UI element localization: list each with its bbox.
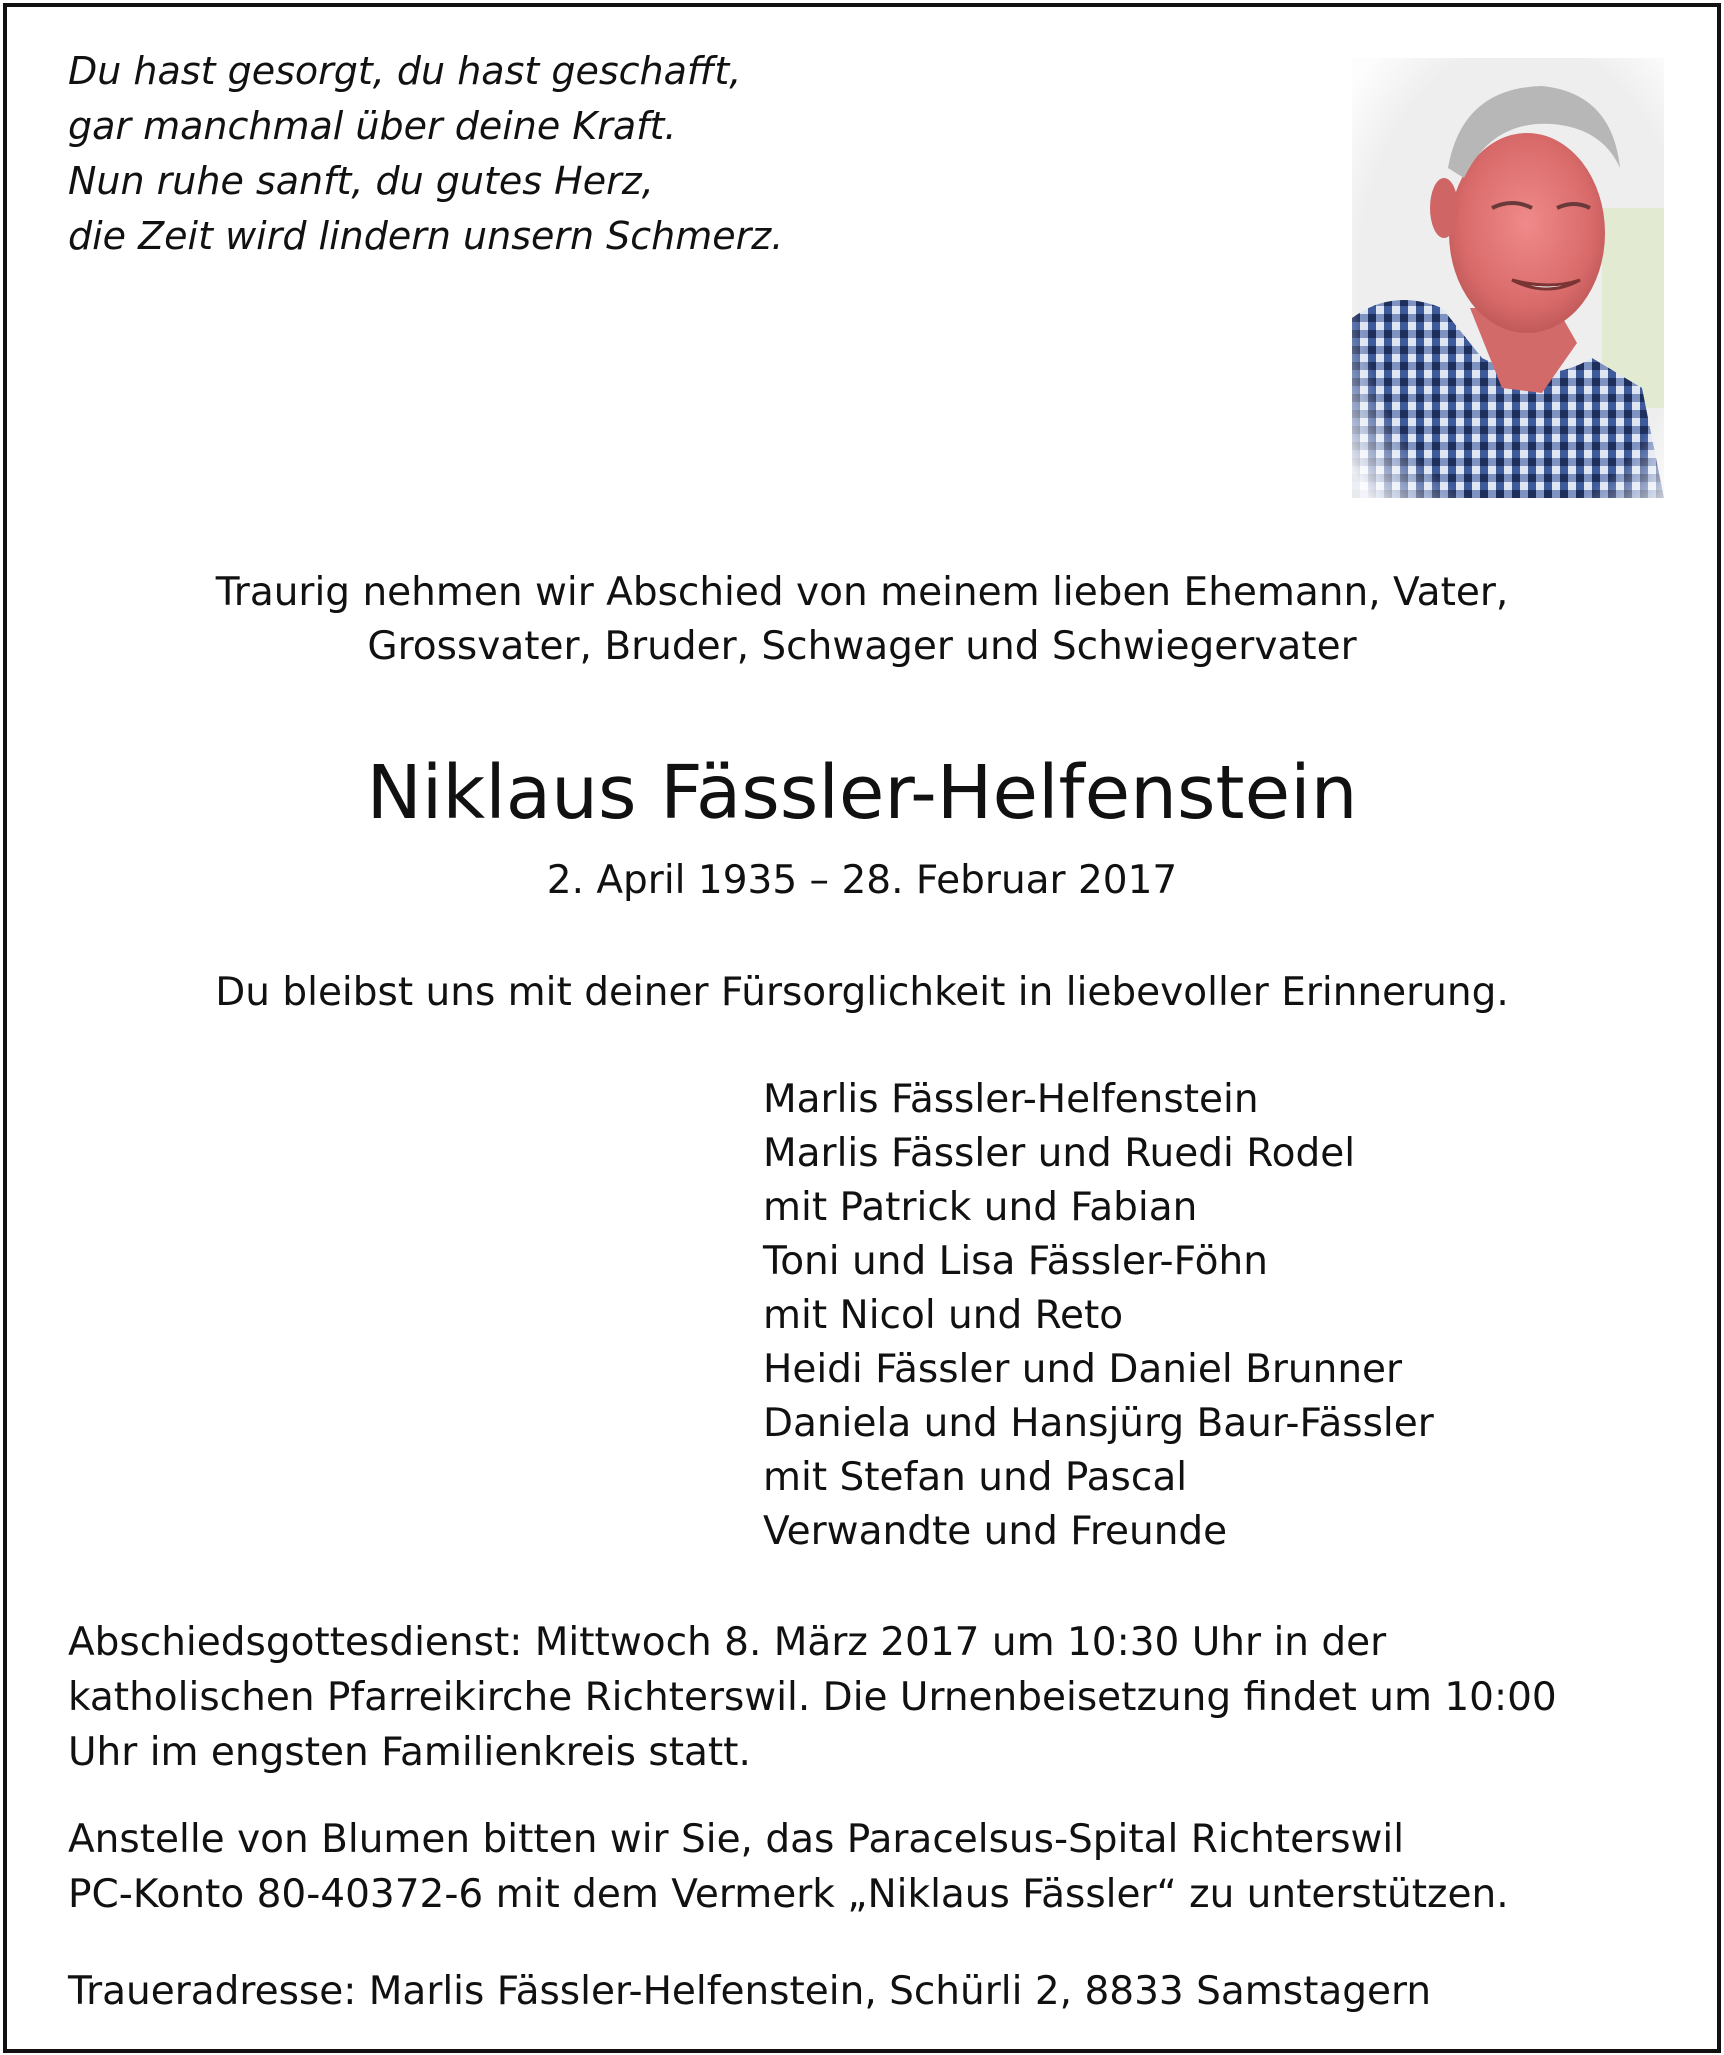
- family-member: Marlis Fässler und Ruedi Rodel: [763, 1131, 1356, 1176]
- service-info: [68, 1615, 1668, 1780]
- poem-line: Nun ruhe sanft, du gutes Herz,: [68, 159, 654, 203]
- family-member: Verwandte und Freunde: [763, 1509, 1228, 1554]
- poem-line: gar manchmal über deine Kraft.: [68, 104, 677, 148]
- poem: [68, 44, 968, 264]
- family-member: mit Stefan und Pascal: [763, 1455, 1188, 1500]
- service-line: Uhr im engsten Familienkreis statt.: [68, 1730, 751, 1775]
- donation-info: [68, 1812, 1668, 1922]
- family-member: Toni und Lisa Fässler-Föhn: [763, 1239, 1268, 1284]
- donation-line: PC-Konto 80-40372-6 mit dem Vermerk „Niklaus Fässler“ zu unterstützen.: [68, 1872, 1509, 1917]
- deceased-name: Niklaus Fässler-Helfenstein: [366, 750, 1358, 836]
- intro-text: [0, 566, 1724, 674]
- service-line: Abschiedsgottesdienst: Mittwoch 8. März 2017 um 10:30 Uhr in der: [68, 1620, 1387, 1665]
- memory-text: Du bleibst uns mit deiner Fürsorglichkeit in liebevoller Erinnerung.: [215, 970, 1509, 1015]
- family-member: mit Nicol und Reto: [763, 1293, 1124, 1338]
- intro-line: Traurig nehmen wir Abschied von meinem lieben Ehemann, Vater,: [215, 570, 1509, 615]
- life-dates: 2. April 1935 – 28. Februar 2017: [546, 858, 1178, 903]
- donation-line: Anstelle von Blumen bitten wir Sie, das Paracelsus-Spital Richterswil: [68, 1817, 1405, 1862]
- family-member: Heidi Fässler und Daniel Brunner: [763, 1347, 1403, 1392]
- service-line: katholischen Pfarreikirche Richterswil. Die Urnenbeisetzung findet um 10:00: [68, 1675, 1557, 1720]
- poem-line: Du hast gesorgt, du hast geschafft,: [68, 49, 742, 93]
- portrait-photo: [1352, 58, 1664, 498]
- intro-line: Grossvater, Bruder, Schwager und Schwiegervater: [367, 624, 1357, 669]
- mourning-address: Traueradresse: Marlis Fässler-Helfenstein, Schürli 2, 8833 Samstagern: [68, 1969, 1432, 2014]
- family-member: Marlis Fässler-Helfenstein: [763, 1077, 1259, 1122]
- family-member: mit Patrick und Fabian: [763, 1185, 1198, 1230]
- family-list: [763, 1073, 1663, 1559]
- poem-line: die Zeit wird lindern unsern Schmerz.: [68, 214, 784, 258]
- family-member: Daniela und Hansjürg Baur-Fässler: [763, 1401, 1434, 1446]
